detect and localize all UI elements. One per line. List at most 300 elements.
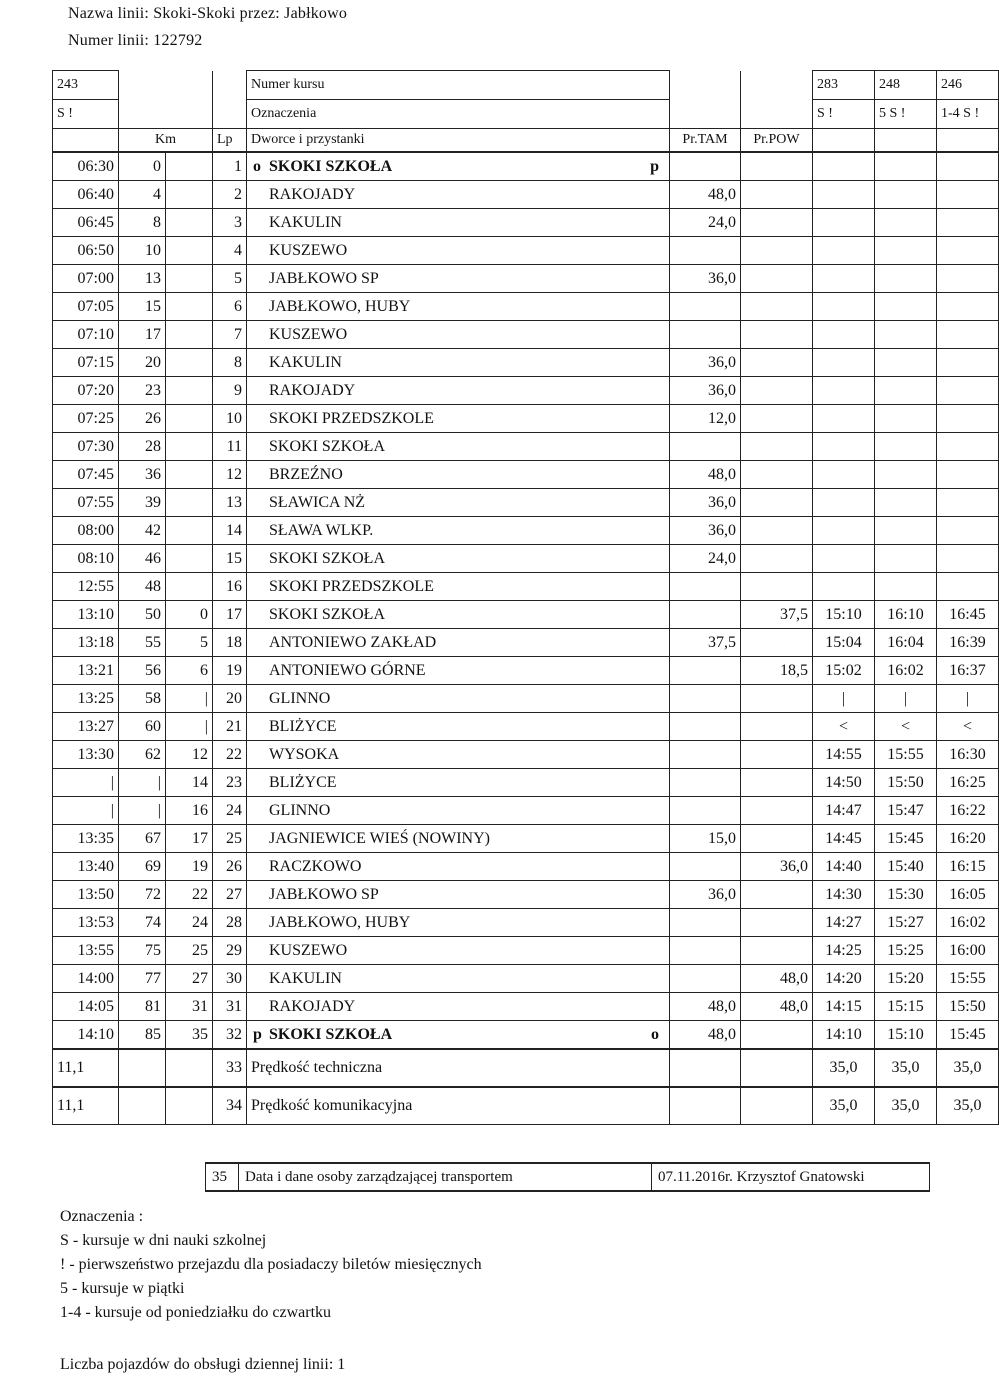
km-outbound: 46 xyxy=(119,545,166,573)
pr-tam-value: 36,0 xyxy=(670,377,741,405)
stop-name: RACZKOWO xyxy=(269,858,362,875)
pr-tam-value: 48,0 xyxy=(670,993,741,1021)
stop-lp: 23 xyxy=(213,769,247,797)
course-283-time xyxy=(813,181,875,209)
course-283-time xyxy=(813,293,875,321)
km-outbound: 8 xyxy=(119,209,166,237)
departure-time: 06:40 xyxy=(53,181,119,209)
table-row xyxy=(53,265,999,293)
table-row xyxy=(53,825,999,853)
summary-label: Prędkość techniczna xyxy=(247,1049,670,1087)
pr-pow-value xyxy=(741,937,813,965)
km-return xyxy=(166,433,213,461)
manager-label: Data i dane osoby zarządzającej transportem xyxy=(239,1163,652,1191)
stop-name: BRZEŹNO xyxy=(269,466,343,483)
course-248-time xyxy=(875,517,937,545)
stop-name: ANTONIEWO ZAKŁAD xyxy=(269,634,437,651)
stop-lp: 8 xyxy=(213,349,247,377)
table-row xyxy=(53,657,999,685)
course-283-time xyxy=(813,265,875,293)
course-248-time: 15:45 xyxy=(875,825,937,853)
stop-lp: 4 xyxy=(213,237,247,265)
km-return xyxy=(166,265,213,293)
pr-pow-value xyxy=(741,909,813,937)
course-248-time xyxy=(875,209,937,237)
km-return: | xyxy=(166,685,213,713)
summary-course-246: 35,0 xyxy=(937,1049,999,1087)
pr-tam-value xyxy=(670,293,741,321)
course-283-time xyxy=(813,377,875,405)
stop-lp: 28 xyxy=(213,909,247,937)
table-row xyxy=(53,405,999,433)
stop-lp: 1 xyxy=(213,152,247,181)
pr-tam-value xyxy=(670,713,741,741)
km-return: 14 xyxy=(166,769,213,797)
departure-time: 06:45 xyxy=(53,209,119,237)
course-283-time xyxy=(813,152,875,181)
pr-tam-value: 12,0 xyxy=(670,405,741,433)
course-246-time xyxy=(937,321,999,349)
pr-tam-value xyxy=(670,909,741,937)
course-246-time: 16:45 xyxy=(937,601,999,629)
stop-lp: 15 xyxy=(213,545,247,573)
stop-cell xyxy=(247,881,670,909)
stop-lp: 7 xyxy=(213,321,247,349)
course-283-time xyxy=(813,237,875,265)
course-283-time: 14:45 xyxy=(813,825,875,853)
pr-tam-value: 15,0 xyxy=(670,825,741,853)
km-outbound: 72 xyxy=(119,881,166,909)
table-row xyxy=(53,517,999,545)
table-row xyxy=(53,853,999,881)
course-248-time xyxy=(875,293,937,321)
manager-lp: 35 xyxy=(206,1163,239,1191)
stop-cell xyxy=(247,433,670,461)
departure-time: 07:15 xyxy=(53,349,119,377)
course-246-time: | xyxy=(937,685,999,713)
stop-lp: 18 xyxy=(213,629,247,657)
pr-pow-value xyxy=(741,825,813,853)
course-248-time: 15:27 xyxy=(875,909,937,937)
km-return: 0 xyxy=(166,601,213,629)
departure-time: 14:10 xyxy=(53,1021,119,1050)
pr-tam-value xyxy=(670,769,741,797)
course-246-time xyxy=(937,489,999,517)
km-return xyxy=(166,321,213,349)
table-row xyxy=(53,433,999,461)
stop-name: KUSZEWO xyxy=(269,242,348,259)
departure-time: 08:00 xyxy=(53,517,119,545)
pr-pow-value xyxy=(741,181,813,209)
course-246-time: 16:00 xyxy=(937,937,999,965)
stop-lp: 13 xyxy=(213,489,247,517)
stop-lp: 5 xyxy=(213,265,247,293)
course-248-time: 15:40 xyxy=(875,853,937,881)
km-outbound: 58 xyxy=(119,685,166,713)
departure-time: 13:30 xyxy=(53,741,119,769)
km-return xyxy=(166,209,213,237)
stop-cell xyxy=(247,321,670,349)
km-outbound: 0 xyxy=(119,152,166,181)
departure-time: | xyxy=(53,769,119,797)
course-283-time: 14:20 xyxy=(813,965,875,993)
departure-time: 08:10 xyxy=(53,545,119,573)
km-return xyxy=(166,573,213,601)
km-outbound: 48 xyxy=(119,573,166,601)
course-248-time: 15:10 xyxy=(875,1021,937,1050)
legend-item: 1-4 - kursuje od poniedziałku do czwartku xyxy=(60,1304,332,1321)
stop-name: JABŁKOWO, HUBY xyxy=(269,298,411,315)
pr-tam-value: 48,0 xyxy=(670,461,741,489)
course-283-time xyxy=(813,517,875,545)
pr-tam-value: 24,0 xyxy=(670,209,741,237)
line-name-value: Skoki-Skoki przez: Jabłkowo xyxy=(153,5,348,22)
manager-value: 07.11.2016r. Krzysztof Gnatowski xyxy=(652,1163,930,1191)
pr-tam-value: 36,0 xyxy=(670,517,741,545)
pr-tam-value xyxy=(670,797,741,825)
km-outbound: 4 xyxy=(119,181,166,209)
pr-pow-value: 48,0 xyxy=(741,993,813,1021)
stop-lp: 21 xyxy=(213,713,247,741)
stop-lp: 27 xyxy=(213,881,247,909)
stop-name: SKOKI PRZEDSZKOLE xyxy=(269,410,434,427)
km-outbound: 28 xyxy=(119,433,166,461)
manager-box xyxy=(205,1162,930,1192)
stop-cell xyxy=(247,349,670,377)
stop-name: SKOKI PRZEDSZKOLE xyxy=(269,578,434,595)
km-outbound: 62 xyxy=(119,741,166,769)
course-283-time xyxy=(813,433,875,461)
course-246-time xyxy=(937,517,999,545)
pr-pow-value: 37,5 xyxy=(741,601,813,629)
km-outbound: 69 xyxy=(119,853,166,881)
table-row xyxy=(53,321,999,349)
pr-pow-value xyxy=(741,209,813,237)
timetable xyxy=(52,70,999,1125)
km-outbound: 15 xyxy=(119,293,166,321)
course-283-time: 14:27 xyxy=(813,909,875,937)
course-248-time: 15:30 xyxy=(875,881,937,909)
pr-tam-value xyxy=(670,685,741,713)
km-return xyxy=(166,237,213,265)
pr-pow-value xyxy=(741,461,813,489)
summary-row xyxy=(53,1087,999,1125)
course-248-time: | xyxy=(875,685,937,713)
table-row xyxy=(53,909,999,937)
departure-time: 14:05 xyxy=(53,993,119,1021)
course-283-time xyxy=(813,405,875,433)
table-row xyxy=(53,349,999,377)
pr-pow-value xyxy=(741,321,813,349)
km-outbound: 55 xyxy=(119,629,166,657)
table-row xyxy=(53,209,999,237)
departure-time: 07:55 xyxy=(53,489,119,517)
km-return: 31 xyxy=(166,993,213,1021)
km-return xyxy=(166,461,213,489)
pr-tam-value xyxy=(670,433,741,461)
course-283-time: 15:04 xyxy=(813,629,875,657)
km-return xyxy=(166,377,213,405)
stop-lp: 19 xyxy=(213,657,247,685)
pr-pow-label: Pr.POW xyxy=(741,129,813,153)
km-return xyxy=(166,545,213,573)
table-row xyxy=(53,181,999,209)
km-outbound: 13 xyxy=(119,265,166,293)
course-248-time: 16:10 xyxy=(875,601,937,629)
course-283-mark: S ! xyxy=(813,100,875,129)
stop-name: RAKOJADY xyxy=(269,382,356,399)
stop-cell xyxy=(247,152,670,181)
km-return: 25 xyxy=(166,937,213,965)
table-row xyxy=(53,601,999,629)
table-row xyxy=(53,377,999,405)
course-283-time: 14:10 xyxy=(813,1021,875,1050)
pr-pow-value xyxy=(741,545,813,573)
summary-lp: 33 xyxy=(213,1049,247,1087)
stop-cell xyxy=(247,657,670,685)
course-248-time xyxy=(875,181,937,209)
pr-tam-label: Pr.TAM xyxy=(670,129,741,153)
course-248-time: 16:02 xyxy=(875,657,937,685)
course-246-time: 16:20 xyxy=(937,825,999,853)
km-outbound: 56 xyxy=(119,657,166,685)
km-return: 6 xyxy=(166,657,213,685)
stop-cell xyxy=(247,853,670,881)
summary-course-248: 35,0 xyxy=(875,1049,937,1087)
stop-name: SKOKI SZKOŁA xyxy=(269,550,385,567)
course-248-time xyxy=(875,461,937,489)
pr-pow-value xyxy=(741,629,813,657)
stop-cell xyxy=(247,965,670,993)
departure-time: 13:25 xyxy=(53,685,119,713)
stop-mark-right: o xyxy=(651,1026,659,1043)
course-248-mark: 5 S ! xyxy=(875,100,937,129)
km-outbound: 17 xyxy=(119,321,166,349)
left-course-number: 243 xyxy=(53,71,119,100)
stop-lp: 14 xyxy=(213,517,247,545)
departure-time: 13:55 xyxy=(53,937,119,965)
stop-name: SŁAWICA NŻ xyxy=(269,494,366,511)
table-row xyxy=(53,741,999,769)
table-row xyxy=(53,237,999,265)
km-return: 12 xyxy=(166,741,213,769)
course-283-time: 14:40 xyxy=(813,853,875,881)
km-outbound: 23 xyxy=(119,377,166,405)
table-row xyxy=(53,461,999,489)
pr-pow-value xyxy=(741,265,813,293)
pr-pow-value xyxy=(741,797,813,825)
km-outbound: | xyxy=(119,769,166,797)
pr-tam-value: 37,5 xyxy=(670,629,741,657)
course-248-time xyxy=(875,433,937,461)
table-row xyxy=(53,797,999,825)
line-name-header xyxy=(68,5,347,23)
course-248-time xyxy=(875,545,937,573)
km-return xyxy=(166,181,213,209)
departure-time: | xyxy=(53,797,119,825)
course-246-time xyxy=(937,573,999,601)
km-outbound: 74 xyxy=(119,909,166,937)
course-246-time xyxy=(937,209,999,237)
pr-tam-value xyxy=(670,657,741,685)
departure-time: 07:45 xyxy=(53,461,119,489)
pr-pow-value xyxy=(741,349,813,377)
stop-lp: 25 xyxy=(213,825,247,853)
course-246-time: 16:02 xyxy=(937,909,999,937)
course-246-time: 16:39 xyxy=(937,629,999,657)
stop-name: KAKULIN xyxy=(269,214,342,231)
course-248-time: 15:50 xyxy=(875,769,937,797)
course-246-time xyxy=(937,293,999,321)
pr-pow-value xyxy=(741,152,813,181)
course-246-time xyxy=(937,433,999,461)
stop-cell xyxy=(247,937,670,965)
km-outbound: 85 xyxy=(119,1021,166,1050)
pr-pow-value xyxy=(741,293,813,321)
stop-cell xyxy=(247,1021,670,1050)
departure-time: 14:00 xyxy=(53,965,119,993)
stop-cell xyxy=(247,601,670,629)
km-return: 24 xyxy=(166,909,213,937)
stop-name: KUSZEWO xyxy=(269,326,348,343)
legend-title: Oznaczenia : xyxy=(60,1208,144,1225)
stop-cell xyxy=(247,181,670,209)
course-248-time: 15:55 xyxy=(875,741,937,769)
stop-cell xyxy=(247,517,670,545)
departure-time: 13:50 xyxy=(53,881,119,909)
stop-cell xyxy=(247,377,670,405)
pr-pow-value xyxy=(741,405,813,433)
summary-row xyxy=(53,1049,999,1087)
km-outbound: 77 xyxy=(119,965,166,993)
km-return: 17 xyxy=(166,825,213,853)
course-246-time: 16:25 xyxy=(937,769,999,797)
course-246-time xyxy=(937,181,999,209)
table-row xyxy=(53,293,999,321)
summary-course-283: 35,0 xyxy=(813,1087,875,1125)
pr-pow-value xyxy=(741,489,813,517)
course-246-mark: 1-4 S ! xyxy=(937,100,999,129)
pr-tam-value: 24,0 xyxy=(670,545,741,573)
course-246-time: 16:30 xyxy=(937,741,999,769)
table-row xyxy=(53,881,999,909)
stop-name: SKOKI SZKOŁA xyxy=(269,1026,393,1043)
course-283-time xyxy=(813,573,875,601)
course-248-time xyxy=(875,405,937,433)
table-row xyxy=(53,965,999,993)
course-246-time: 16:05 xyxy=(937,881,999,909)
km-return: 22 xyxy=(166,881,213,909)
pr-tam-value xyxy=(670,573,741,601)
course-283-time xyxy=(813,545,875,573)
km-return xyxy=(166,517,213,545)
course-246-time: < xyxy=(937,713,999,741)
km-outbound: 75 xyxy=(119,937,166,965)
stop-cell xyxy=(247,489,670,517)
course-283-number: 283 xyxy=(813,71,875,100)
pr-pow-value xyxy=(741,377,813,405)
stop-name: KAKULIN xyxy=(269,354,342,371)
course-246-time xyxy=(937,152,999,181)
pr-pow-value: 18,5 xyxy=(741,657,813,685)
km-outbound: | xyxy=(119,797,166,825)
left-course-mark: S ! xyxy=(53,100,119,129)
pr-tam-value: 36,0 xyxy=(670,489,741,517)
course-283-time: 14:47 xyxy=(813,797,875,825)
course-246-time: 16:15 xyxy=(937,853,999,881)
pr-tam-value xyxy=(670,237,741,265)
table-row xyxy=(53,713,999,741)
course-248-time xyxy=(875,349,937,377)
km-return xyxy=(166,489,213,517)
pr-tam-value: 36,0 xyxy=(670,881,741,909)
departure-time: 07:30 xyxy=(53,433,119,461)
table-row xyxy=(53,489,999,517)
course-246-time xyxy=(937,349,999,377)
stop-lp: 9 xyxy=(213,377,247,405)
course-283-time xyxy=(813,321,875,349)
km-return xyxy=(166,405,213,433)
pr-tam-value xyxy=(670,601,741,629)
course-248-time: 15:25 xyxy=(875,937,937,965)
pr-pow-value xyxy=(741,741,813,769)
table-row xyxy=(53,545,999,573)
course-248-number: 248 xyxy=(875,71,937,100)
departure-time: 13:40 xyxy=(53,853,119,881)
course-283-time: 15:02 xyxy=(813,657,875,685)
stop-name: SKOKI SZKOŁA xyxy=(269,438,385,455)
stop-cell xyxy=(247,629,670,657)
departure-time: 07:25 xyxy=(53,405,119,433)
course-246-time xyxy=(937,405,999,433)
km-outbound: 39 xyxy=(119,489,166,517)
course-246-time: 16:22 xyxy=(937,797,999,825)
course-246-number: 246 xyxy=(937,71,999,100)
stop-mark-right: p xyxy=(650,158,659,175)
stop-lp: 24 xyxy=(213,797,247,825)
stop-cell xyxy=(247,573,670,601)
departure-time: 06:30 xyxy=(53,152,119,181)
course-248-time xyxy=(875,152,937,181)
course-248-time: 15:15 xyxy=(875,993,937,1021)
pr-pow-value xyxy=(741,685,813,713)
designations-label: Oznaczenia xyxy=(247,100,670,129)
stop-lp: 30 xyxy=(213,965,247,993)
course-248-time: 15:20 xyxy=(875,965,937,993)
stop-name: BLIŻYCE xyxy=(269,774,337,791)
pr-tam-value xyxy=(670,152,741,181)
pr-pow-value xyxy=(741,713,813,741)
stop-name: SŁAWA WLKP. xyxy=(269,522,374,539)
table-row xyxy=(53,993,999,1021)
departure-time: 07:00 xyxy=(53,265,119,293)
pr-pow-value xyxy=(741,237,813,265)
stop-lp: 22 xyxy=(213,741,247,769)
line-name-label: Nazwa linii: xyxy=(68,5,150,22)
course-248-time: < xyxy=(875,713,937,741)
stop-lp: 2 xyxy=(213,181,247,209)
departure-time: 13:53 xyxy=(53,909,119,937)
course-246-time xyxy=(937,237,999,265)
stop-name: GLINNO xyxy=(269,690,331,707)
stop-lp: 16 xyxy=(213,573,247,601)
pr-tam-value xyxy=(670,321,741,349)
km-return: 27 xyxy=(166,965,213,993)
summary-course-283: 35,0 xyxy=(813,1049,875,1087)
km-outbound: 26 xyxy=(119,405,166,433)
pr-pow-value xyxy=(741,1021,813,1050)
legend-item: S - kursuje w dni nauki szkolnej xyxy=(60,1232,267,1249)
